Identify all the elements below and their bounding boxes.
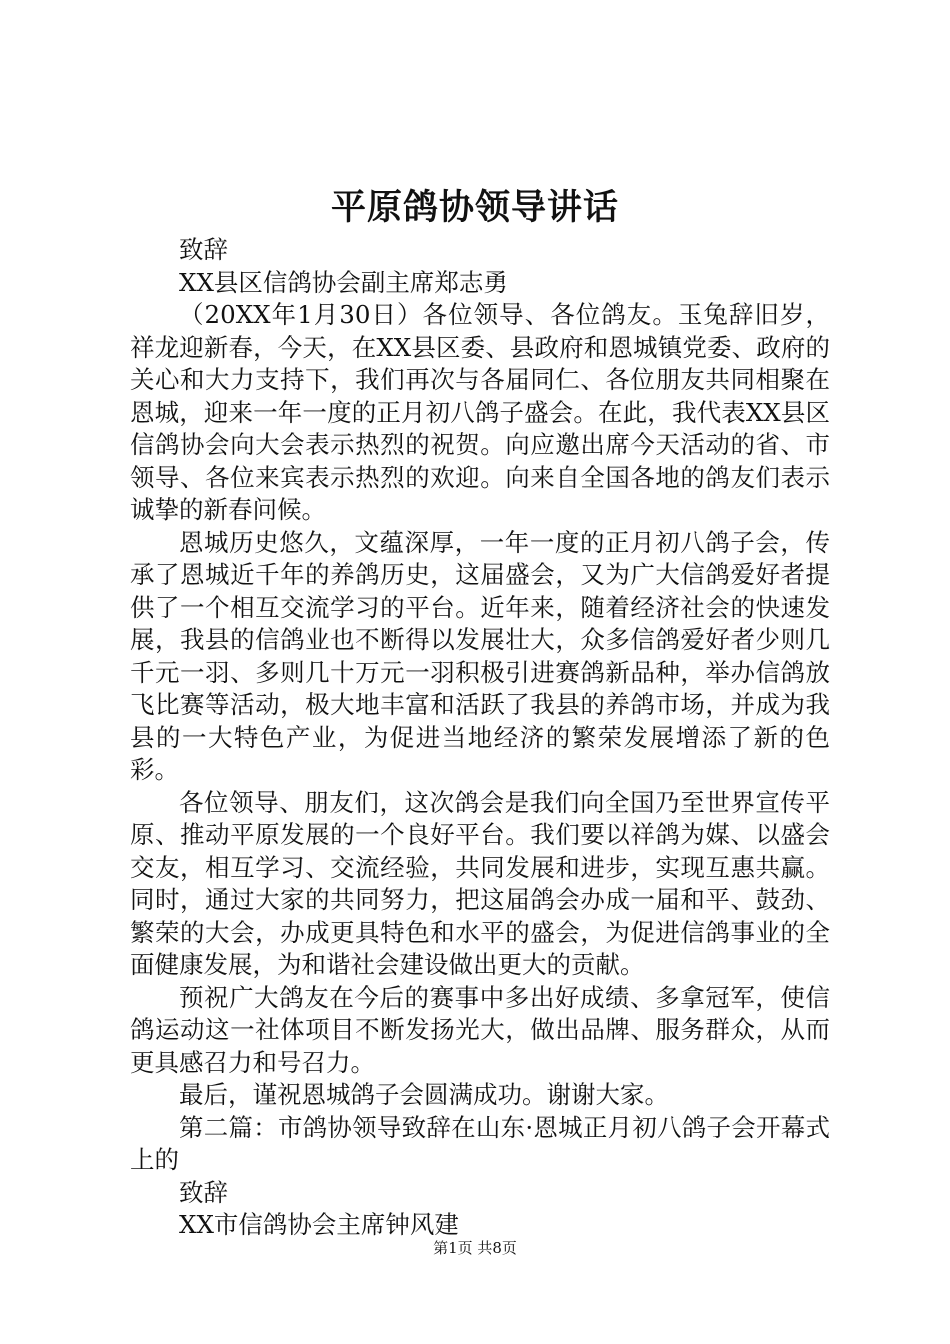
paragraph-wishes: 预祝广大鸽友在今后的赛事中多出好成绩、多拿冠军，使信鸽运动这一社体项目不断发扬光大，做出品牌、服务群众，从而更具感召力和号召力。 <box>130 982 830 1077</box>
paragraph-speaker: XX县区信鸽协会副主席郑志勇 <box>179 267 508 297</box>
document-title: 平原鸽协领导讲话 <box>330 187 619 228</box>
paragraph-opening: （20XX年1月30日）各位领导、各位鸽友。玉兔辞旧岁，祥龙迎新春，今天，在XX县区委、县政府和恩城镇党委、政府的关心和大力支持下，我们再次与各届同仁、各位朋友共同相聚在恩城，迎来一年一度的正月初八鸽子盛会。在此，我代表XX县区信鸽协会向大会表示热烈的祝贺。向应邀出席今天活动的省、市领导、各位来宾表示热烈的欢迎。向来自全国各地的鸽友们表示诚挚的新春问候。 <box>130 300 830 524</box>
paragraph-platform: 各位领导、朋友们，这次鸽会是我们向全国乃至世界宣传平原、推动平原发展的一个良好平台。我们要以祥鸽为媒、以盛会交友，相互学习、交流经验，共同发展和进步，实现互惠共赢。同时，通过大家的共同努力，把这届鸽会办成一届和平、鼓劲、繁荣的大会，办成更具特色和水平的盛会，为促进信鸽事业的全面健康发展，为和谐社会建设做出更大的贡献。 <box>130 787 830 979</box>
document-body <box>130 234 830 1242</box>
paragraph-second-salutation: 致辞 <box>179 1177 228 1207</box>
paragraph-closing: 最后，谨祝恩城鸽子会圆满成功。谢谢大家。 <box>179 1080 669 1109</box>
paragraph-history: 恩城历史悠久，文蕴深厚，一年一度的正月初八鸽子会，传承了恩城近千年的养鸽历史，这届盛会，又为广大信鸽爱好者提供了一个相互交流学习的平台。近年来，随着经济社会的快速发展，我县的信鸽业也不断得以发展壮大，众多信鸽爱好者少则几千元一羽、多则几十万元一羽积极引进赛鸽新品种，举办信鸽放飞比赛等活动，极大地丰富和活跃了我县的养鸽市场，并成为我县的一大特色产业，为促进当地经济的繁荣发展增添了新的色彩。 <box>130 527 830 784</box>
paragraph-salutation: 致辞 <box>179 235 228 264</box>
paragraph-second-speaker: XX市信鸽协会主席钟风建 <box>179 1210 459 1239</box>
paragraph-second-article-heading: 第二篇：市鸽协领导致辞在山东·恩城正月初八鸽子会开幕式上的 <box>130 1112 830 1174</box>
page-indicator: 第1页 共8页 <box>433 1239 517 1257</box>
